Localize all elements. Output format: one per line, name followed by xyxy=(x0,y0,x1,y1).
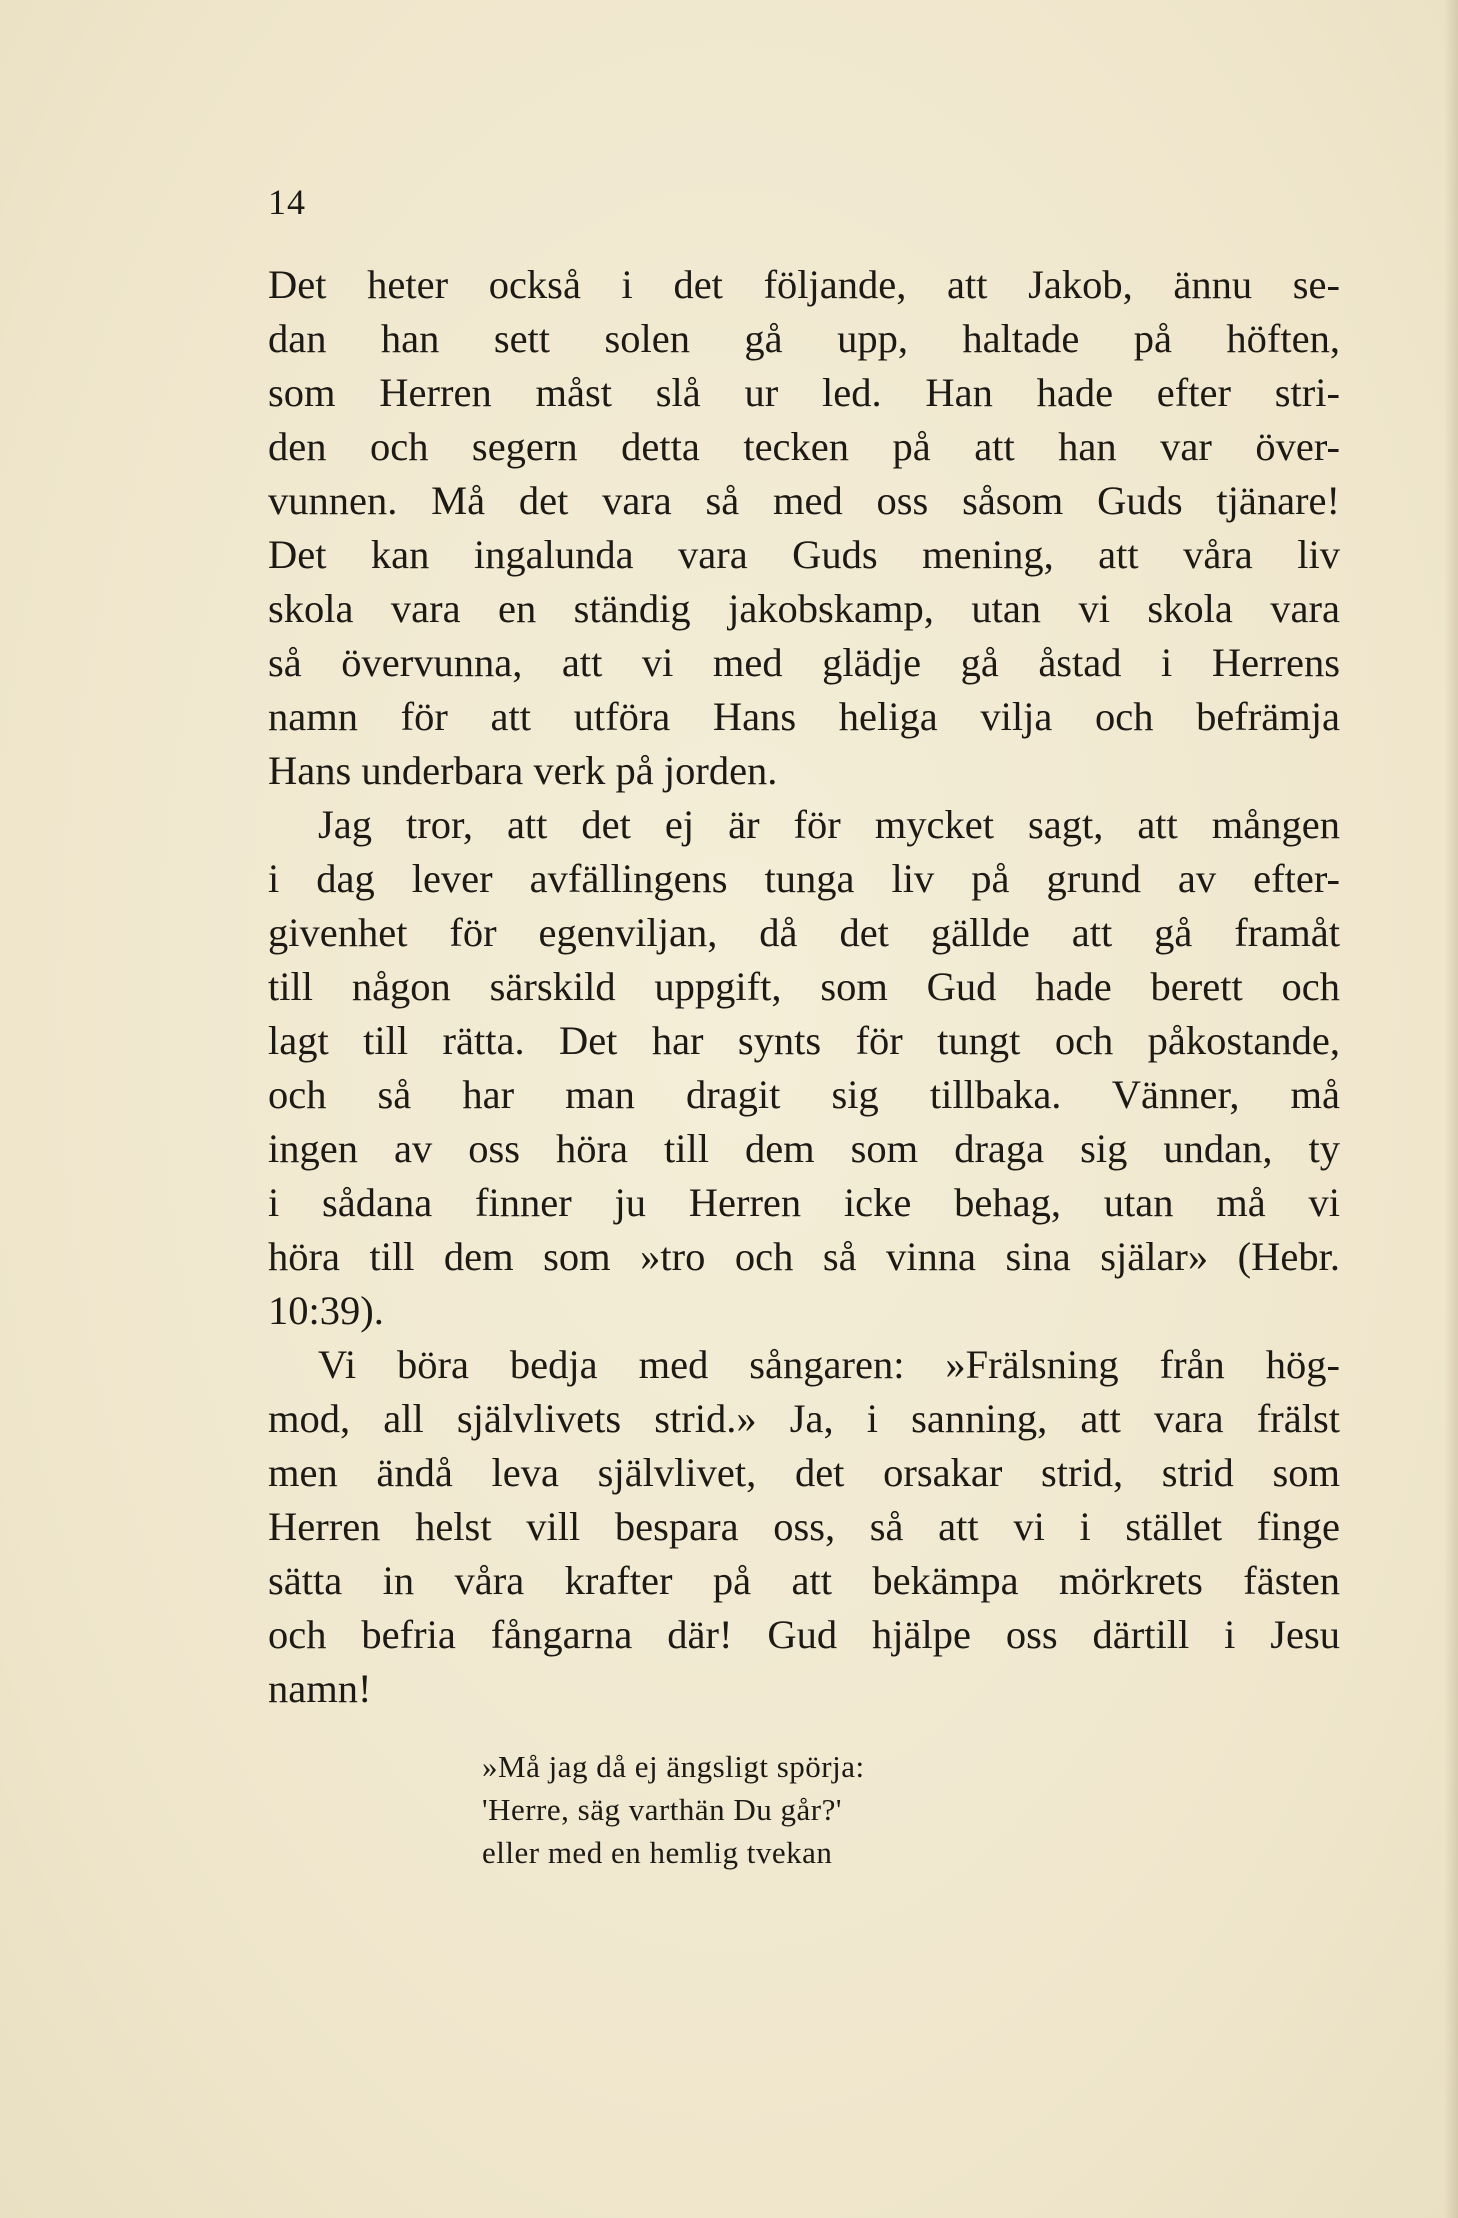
text-line: vunnen. Må det vara så med oss såsom Guds tjänare! xyxy=(268,478,1340,523)
text-line: namn för att utföra Hans heliga vilja och befrämja xyxy=(268,694,1340,739)
text-line: Det heter också i det följande, att Jakob, ännu se- xyxy=(268,262,1340,307)
page-edge-shadow xyxy=(1444,0,1458,2218)
text-line: i sådana finner ju Herren icke behag, utan må vi xyxy=(268,1180,1340,1225)
text-line: namn! xyxy=(268,1666,372,1711)
poem-line: eller med en hemlig tvekan xyxy=(482,1835,833,1870)
text-line: Det kan ingalunda vara Guds mening, att våra liv xyxy=(268,532,1340,577)
text-line: Herren helst vill bespara oss, så att vi i stället finge xyxy=(268,1504,1340,1549)
text-line: givenhet för egenviljan, då det gällde att gå framåt xyxy=(268,910,1340,955)
text-line: Hans underbara verk på jorden. xyxy=(268,748,778,793)
text-line: höra till dem som »tro och så vinna sina själar» (Hebr. xyxy=(268,1234,1340,1279)
poem-line: »Må jag då ej ängsligt spörja: xyxy=(482,1749,865,1784)
poem-line: 'Herre, säg varthän Du går?' xyxy=(482,1792,842,1827)
text-line: som Herren måst slå ur led. Han hade efter stri- xyxy=(268,370,1340,415)
text-line: Jag tror, att det ej är för mycket sagt, att mången xyxy=(318,802,1340,847)
text-line: lagt till rätta. Det har synts för tungt och påkostande, xyxy=(268,1018,1340,1063)
text-line: i dag lever avfällingens tunga liv på grund av efter- xyxy=(268,856,1340,901)
text-line: och befria fångarna där! Gud hjälpe oss därtill i Jesu xyxy=(268,1612,1340,1657)
text-line: sätta in våra krafter på att bekämpa mörkrets fästen xyxy=(268,1558,1340,1603)
body-text xyxy=(268,258,1340,1716)
text-line: dan han sett solen gå upp, haltade på höften, xyxy=(268,316,1340,361)
text-line: ingen av oss höra till dem som draga sig undan, ty xyxy=(268,1126,1340,1171)
text-line: den och segern detta tecken på att han var över- xyxy=(268,424,1340,469)
text-line: och så har man dragit sig tillbaka. Vänner, må xyxy=(268,1072,1340,1117)
text-line: så övervunna, att vi med glädje gå åstad i Herrens xyxy=(268,640,1340,685)
text-line: 10:39). xyxy=(268,1288,384,1333)
page-number: 14 xyxy=(268,182,306,222)
text-line: Vi böra bedja med sångaren: »Frälsning från hög- xyxy=(318,1342,1340,1387)
text-line: skola vara en ständig jakobskamp, utan vi skola vara xyxy=(268,586,1340,631)
text-line: men ändå leva självlivet, det orsakar strid, strid som xyxy=(268,1450,1340,1495)
text-line: till någon särskild uppgift, som Gud hade berett och xyxy=(268,964,1340,1009)
poem-quote xyxy=(482,1745,1042,1874)
text-line: mod, all självlivets strid.» Ja, i sanning, att vara frälst xyxy=(268,1396,1340,1441)
